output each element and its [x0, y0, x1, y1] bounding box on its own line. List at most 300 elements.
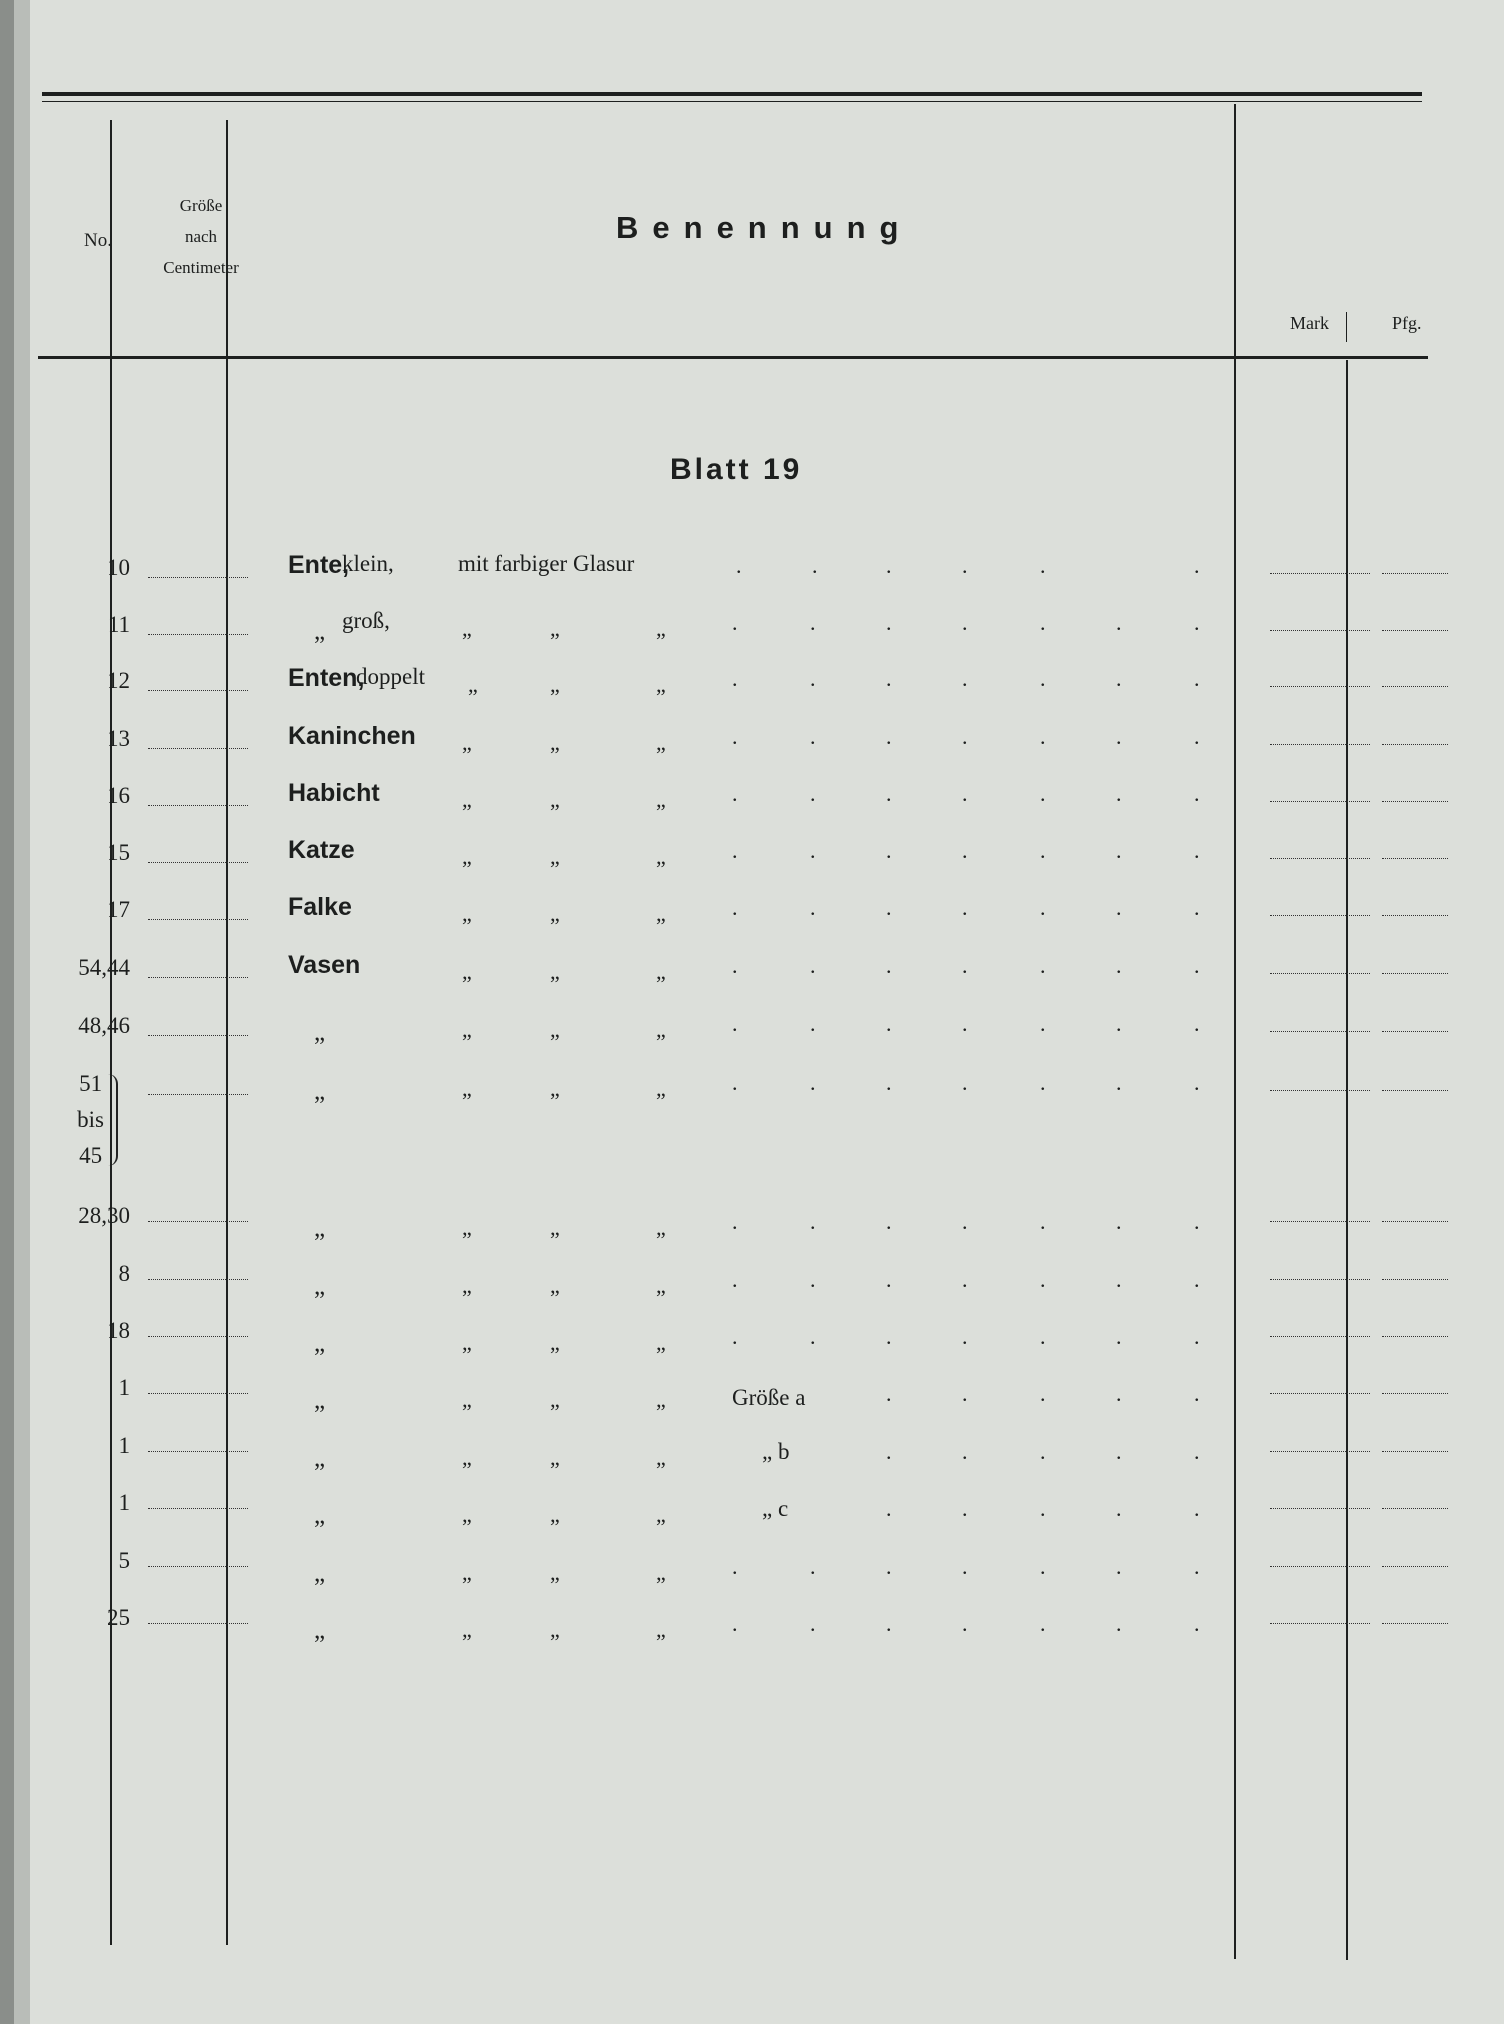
item-name: „ — [314, 1019, 326, 1046]
leader-dot: . — [1116, 1611, 1122, 1636]
leader-dot: . — [732, 1209, 738, 1234]
leader-dot: . — [1040, 1554, 1046, 1579]
ditto-mark: „ — [462, 616, 472, 641]
pfg-field — [1382, 1336, 1448, 1337]
ditto-mark: „ — [462, 1387, 472, 1412]
size-field — [148, 577, 248, 578]
pfg-field — [1382, 686, 1448, 687]
leader-dot: . — [1040, 1267, 1046, 1292]
ditto-mark: „ — [462, 1560, 472, 1585]
row-number: 13 — [107, 726, 130, 751]
leader-dot: . — [1194, 953, 1200, 978]
leader-dot: . — [810, 724, 816, 749]
leader-dot: . — [1040, 1209, 1046, 1234]
item-name: „ — [314, 1078, 326, 1105]
mark-field — [1270, 1508, 1370, 1509]
item-name: „ — [314, 1502, 326, 1529]
leader-dot: . — [810, 953, 816, 978]
sheet-title: Blatt 19 — [670, 453, 803, 486]
ditto-mark: „ — [656, 959, 666, 984]
item-description: doppelt — [356, 664, 425, 689]
leader-dot: . — [1194, 838, 1200, 863]
leader-dot: . — [732, 953, 738, 978]
mark-field — [1270, 1623, 1370, 1624]
leader-dot: . — [962, 895, 968, 920]
column-rule-mark-header — [1346, 312, 1347, 342]
size-field — [148, 1393, 248, 1394]
item-description: klein, — [342, 551, 394, 576]
brace-mark — [108, 1074, 118, 1166]
leader-dot: . — [732, 895, 738, 920]
leader-dot: . — [812, 553, 818, 578]
header-groesse — [142, 190, 260, 283]
ditto-mark: „ — [550, 959, 560, 984]
ditto-mark: „ — [550, 616, 560, 641]
leader-dot: . — [1040, 1324, 1046, 1349]
table-row — [30, 1605, 1504, 1655]
header-groesse-line1: Größe — [179, 196, 223, 215]
leader-dot: . — [886, 610, 892, 635]
leader-dot: . — [962, 553, 968, 578]
leader-dot: . — [962, 953, 968, 978]
row-number: 5 — [118, 1548, 130, 1573]
leader-dot: . — [962, 838, 968, 863]
ditto-mark: „ — [550, 787, 560, 812]
leader-dot: . — [1194, 1496, 1200, 1521]
mark-field — [1270, 973, 1370, 974]
leader-dot: . — [1116, 838, 1122, 863]
mark-field — [1270, 858, 1370, 859]
pfg-field — [1382, 915, 1448, 916]
table-row — [30, 951, 1504, 1005]
ditto-mark: „ — [656, 787, 666, 812]
leader-dot: . — [810, 666, 816, 691]
row-number: 17 — [107, 897, 130, 922]
ditto-mark: „ — [550, 1617, 560, 1642]
leader-dot: . — [1116, 1439, 1122, 1464]
leader-dot: . — [1040, 666, 1046, 691]
size-field — [148, 1221, 248, 1222]
leader-dot: . — [1194, 781, 1200, 806]
leader-dot: . — [886, 953, 892, 978]
leader-dot: . — [1116, 1554, 1122, 1579]
leader-dot: . — [1116, 1011, 1122, 1036]
item-name: Habicht — [288, 779, 380, 807]
header-groesse-line3: Centimeter — [163, 258, 239, 277]
ditto-mark: „ — [462, 844, 472, 869]
table-row — [30, 1433, 1504, 1483]
ditto-mark: „ — [656, 616, 666, 641]
ditto-mark: „ — [462, 1076, 472, 1101]
leader-dot: . — [1194, 1011, 1200, 1036]
leader-dot: . — [1194, 1381, 1200, 1406]
leader-dot: . — [1194, 1209, 1200, 1234]
leader-dot: . — [1194, 553, 1200, 578]
leader-dot: . — [886, 1554, 892, 1579]
ditto-mark: „ — [656, 1076, 666, 1101]
ditto-mark: „ — [656, 1273, 666, 1298]
ditto-mark: „ — [462, 1273, 472, 1298]
leader-dot: . — [810, 1070, 816, 1095]
leader-dot: . — [1040, 1070, 1046, 1095]
pfg-field — [1382, 630, 1448, 631]
size-field — [148, 1566, 248, 1567]
table-row — [30, 551, 1504, 605]
leader-dot: . — [1194, 895, 1200, 920]
leader-dot: . — [810, 1267, 816, 1292]
leader-dot: . — [732, 781, 738, 806]
row-number: 10 — [107, 555, 130, 580]
ditto-mark: „ — [656, 672, 666, 697]
pfg-field — [1382, 1508, 1448, 1509]
ditto-mark: „ — [656, 1502, 666, 1527]
ditto-mark: „ — [550, 1215, 560, 1240]
leader-dot: . — [732, 1611, 738, 1636]
ditto-mark: „ — [656, 1560, 666, 1585]
table-row — [30, 893, 1504, 947]
mark-field — [1270, 801, 1370, 802]
table-row — [30, 1318, 1504, 1368]
table-row — [30, 779, 1504, 833]
leader-dot: . — [1116, 1209, 1122, 1234]
leader-dot: . — [886, 1267, 892, 1292]
mark-field — [1270, 686, 1370, 687]
leader-dot: . — [886, 895, 892, 920]
row-number: 54,44 — [78, 955, 130, 980]
mark-field — [1270, 630, 1370, 631]
pfg-field — [1382, 744, 1448, 745]
header-mark: Mark — [1290, 313, 1329, 333]
leader-dot: . — [962, 724, 968, 749]
leader-dot: . — [810, 1011, 816, 1036]
size-field — [148, 1094, 248, 1095]
leader-dot: . — [810, 1324, 816, 1349]
ditto-mark: „ — [656, 901, 666, 926]
ditto-mark: „ — [550, 1330, 560, 1355]
mark-field — [1270, 1566, 1370, 1567]
leader-dot: . — [1194, 1324, 1200, 1349]
size-field — [148, 634, 248, 635]
row-number: 12 — [107, 668, 130, 693]
item-name: Vasen — [288, 951, 361, 979]
size-field — [148, 690, 248, 691]
item-extra: „ c — [762, 1496, 789, 1521]
leader-dot: . — [962, 781, 968, 806]
leader-dot: . — [962, 1439, 968, 1464]
row-number — [77, 1066, 104, 1174]
leader-dot: . — [732, 1070, 738, 1095]
pfg-field — [1382, 1393, 1448, 1394]
leader-dot: . — [962, 610, 968, 635]
leader-dot: . — [1116, 953, 1122, 978]
table-row — [30, 1203, 1504, 1253]
pfg-field — [1382, 1566, 1448, 1567]
table-row — [30, 1375, 1504, 1425]
row-number: 8 — [118, 1261, 130, 1286]
item-name: „ — [314, 1273, 326, 1300]
ditto-mark: „ — [550, 844, 560, 869]
leader-dot: . — [962, 666, 968, 691]
mark-field — [1270, 1451, 1370, 1452]
item-name: Katze — [288, 836, 355, 864]
leader-dot: . — [1116, 724, 1122, 749]
size-field — [148, 1508, 248, 1509]
header-pfg: Pfg. — [1392, 313, 1422, 333]
leader-dot: . — [810, 1209, 816, 1234]
leader-dot: . — [886, 1381, 892, 1406]
mark-field — [1270, 1090, 1370, 1091]
size-field — [148, 805, 248, 806]
leader-dot: . — [1194, 1611, 1200, 1636]
row-number-part: 45 — [79, 1143, 103, 1168]
row-number: 1 — [118, 1375, 130, 1400]
ditto-mark: „ — [550, 1076, 560, 1101]
table-row — [30, 608, 1504, 662]
leader-dot: . — [1116, 1496, 1122, 1521]
leader-dot: . — [1116, 1267, 1122, 1292]
leader-dot: . — [1040, 781, 1046, 806]
ditto-mark: „ — [656, 1445, 666, 1470]
leader-dot: . — [732, 1324, 738, 1349]
pfg-field — [1382, 1090, 1448, 1091]
size-field — [148, 862, 248, 863]
table-row — [30, 1490, 1504, 1540]
pfg-field — [1382, 1451, 1448, 1452]
pfg-field — [1382, 973, 1448, 974]
leader-dot: . — [1116, 610, 1122, 635]
pfg-field — [1382, 1279, 1448, 1280]
leader-dot: . — [736, 553, 742, 578]
item-extra: „ b — [762, 1439, 790, 1464]
header-no: No. — [84, 230, 112, 251]
row-number-part: 51 — [79, 1071, 103, 1096]
size-field — [148, 1623, 248, 1624]
ditto-mark: „ — [550, 1273, 560, 1298]
pfg-field — [1382, 1623, 1448, 1624]
item-name: „ — [314, 1215, 326, 1242]
leader-dot: . — [1116, 1324, 1122, 1349]
leader-dot: . — [1116, 895, 1122, 920]
table-row — [30, 1548, 1504, 1598]
leader-dot: . — [732, 838, 738, 863]
ditto-mark: „ — [550, 1017, 560, 1042]
leader-dot: . — [1194, 1554, 1200, 1579]
ditto-mark: „ — [656, 1215, 666, 1240]
leader-dot: . — [732, 724, 738, 749]
top-rule-thin — [42, 101, 1422, 102]
leader-dot: . — [886, 666, 892, 691]
leader-dot: . — [886, 1439, 892, 1464]
size-field — [148, 1279, 248, 1280]
leader-dot: . — [962, 1209, 968, 1234]
leader-dot: . — [732, 1267, 738, 1292]
leader-dot: . — [962, 1381, 968, 1406]
size-field — [148, 1451, 248, 1452]
leader-dot: . — [1040, 724, 1046, 749]
leader-dot: . — [1116, 666, 1122, 691]
ditto-mark: „ — [462, 787, 472, 812]
ditto-mark: „ — [656, 1017, 666, 1042]
table-row — [30, 1013, 1504, 1063]
item-name: „ — [314, 1560, 326, 1587]
size-field — [148, 977, 248, 978]
leader-dot: . — [886, 781, 892, 806]
leader-dot: . — [1040, 895, 1046, 920]
size-field — [148, 748, 248, 749]
leader-dot: . — [1194, 1439, 1200, 1464]
ditto-mark: „ — [550, 1387, 560, 1412]
leader-dot: . — [1116, 1070, 1122, 1095]
table-row — [30, 722, 1504, 776]
leader-dot: . — [962, 1070, 968, 1095]
table-row — [30, 664, 1504, 718]
leader-dot: . — [962, 1324, 968, 1349]
leader-dot: . — [810, 610, 816, 635]
leader-dot: . — [962, 1496, 968, 1521]
row-number: 1 — [118, 1433, 130, 1458]
ditto-mark: „ — [656, 1387, 666, 1412]
leader-dot: . — [1194, 1070, 1200, 1095]
leader-dot: . — [1040, 553, 1046, 578]
pfg-field — [1382, 858, 1448, 859]
row-number: 15 — [107, 840, 130, 865]
leader-dot: . — [886, 1011, 892, 1036]
leader-dot: . — [810, 838, 816, 863]
leader-dot: . — [732, 1554, 738, 1579]
leader-dot: . — [1040, 1439, 1046, 1464]
leader-dot: . — [962, 1011, 968, 1036]
leader-dot: . — [886, 724, 892, 749]
mark-field — [1270, 1279, 1370, 1280]
ditto-mark: „ — [462, 959, 472, 984]
leader-dot: . — [1040, 953, 1046, 978]
item-extra: mit farbiger Glasur — [458, 551, 635, 576]
row-number: 16 — [107, 783, 130, 808]
header-groesse-line2: nach — [184, 227, 218, 246]
item-description: groß, — [342, 608, 390, 633]
row-number: 11 — [107, 612, 130, 637]
leader-dot: . — [886, 553, 892, 578]
ditto-mark: „ — [462, 901, 472, 926]
row-number-part: bis — [77, 1107, 104, 1132]
item-extra: Größe a — [732, 1385, 806, 1410]
ditto-mark: „ — [550, 1560, 560, 1585]
leader-dot: . — [886, 1209, 892, 1234]
ditto-mark: „ — [656, 1330, 666, 1355]
item-name: „ — [314, 1617, 326, 1644]
header-bottom-rule — [38, 356, 1428, 359]
table-row — [30, 1261, 1504, 1311]
item-name: Falke — [288, 893, 352, 921]
leader-dot: . — [1040, 1011, 1046, 1036]
top-rule — [42, 92, 1422, 96]
leader-dot: . — [732, 610, 738, 635]
leader-dot: . — [1194, 666, 1200, 691]
ditto-mark: „ — [550, 1445, 560, 1470]
ditto-mark: „ — [462, 730, 472, 755]
leader-dot: . — [886, 1496, 892, 1521]
leader-dot: . — [1040, 610, 1046, 635]
item-name: „ — [314, 1330, 326, 1357]
leader-dot: . — [962, 1267, 968, 1292]
ditto-mark: „ — [550, 1502, 560, 1527]
row-number: 48,46 — [78, 1013, 130, 1038]
catalog-page — [30, 0, 1504, 2024]
mark-field — [1270, 1393, 1370, 1394]
leader-dot: . — [1116, 1381, 1122, 1406]
item-name: „ — [314, 618, 326, 645]
pfg-field — [1382, 1031, 1448, 1032]
mark-field — [1270, 1031, 1370, 1032]
item-name: Kaninchen — [288, 722, 416, 750]
leader-dot: . — [1194, 610, 1200, 635]
size-field — [148, 1035, 248, 1036]
leader-dot: . — [962, 1611, 968, 1636]
ditto-mark: „ — [462, 1617, 472, 1642]
mark-field — [1270, 573, 1370, 574]
leader-dot: . — [810, 781, 816, 806]
row-number: 18 — [107, 1318, 130, 1343]
item-name: „ — [314, 1445, 326, 1472]
leader-dot: . — [886, 1611, 892, 1636]
leader-dot: . — [1040, 1611, 1046, 1636]
ditto-mark: „ — [462, 1330, 472, 1355]
item-name: Ente, — [288, 551, 350, 579]
leader-dot: . — [962, 1554, 968, 1579]
table-row — [30, 1070, 1504, 1168]
leader-dot: . — [810, 1554, 816, 1579]
pfg-field — [1382, 1221, 1448, 1222]
ditto-mark: „ — [550, 730, 560, 755]
leader-dot: . — [810, 1611, 816, 1636]
ditto-mark: „ — [656, 1617, 666, 1642]
leader-dot: . — [1194, 1267, 1200, 1292]
row-number: 25 — [107, 1605, 130, 1630]
size-field — [148, 1336, 248, 1337]
mark-field — [1270, 744, 1370, 745]
leader-dot: . — [810, 895, 816, 920]
pfg-field — [1382, 801, 1448, 802]
header-benennung: Benennung — [616, 210, 913, 245]
ditto-mark: „ — [462, 1017, 472, 1042]
pfg-field — [1382, 573, 1448, 574]
leader-dot: . — [1116, 781, 1122, 806]
ditto-mark: „ — [462, 1215, 472, 1240]
leader-dot: . — [886, 1324, 892, 1349]
leader-dot: . — [1040, 1381, 1046, 1406]
mark-field — [1270, 1336, 1370, 1337]
row-number: 28,30 — [78, 1203, 130, 1228]
size-field — [148, 919, 248, 920]
leader-dot: . — [732, 666, 738, 691]
leader-dot: . — [732, 1011, 738, 1036]
ditto-mark: „ — [462, 1445, 472, 1470]
ditto-mark: „ — [550, 672, 560, 697]
leader-dot: . — [1040, 838, 1046, 863]
mark-field — [1270, 1221, 1370, 1222]
ditto-mark: „ — [656, 730, 666, 755]
leader-dot: . — [886, 838, 892, 863]
leader-dot: . — [886, 1070, 892, 1095]
item-name: Enten, — [288, 664, 365, 692]
item-name: „ — [314, 1387, 326, 1414]
row-number: 1 — [118, 1490, 130, 1515]
leader-dot: . — [1040, 1496, 1046, 1521]
ditto-mark: „ — [468, 672, 478, 697]
ditto-mark: „ — [656, 844, 666, 869]
table-row — [30, 836, 1504, 890]
mark-field — [1270, 915, 1370, 916]
